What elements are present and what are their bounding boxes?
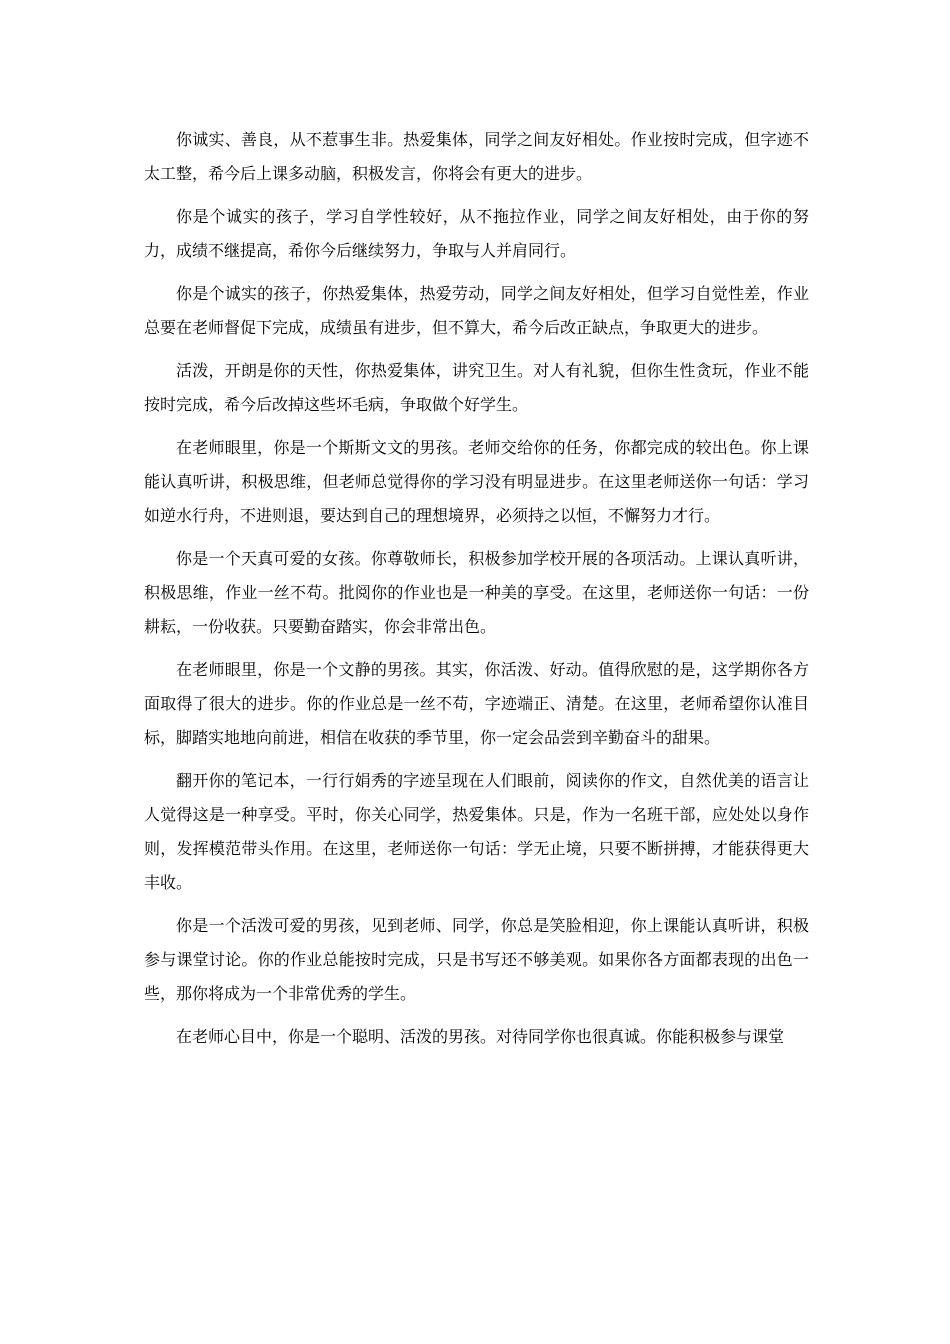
paragraph-1: 你诚实、善良，从不惹事生非。热爱集体，同学之间友好相处。作业按时完成，但字迹不太工整，希今后上课多动脑，积极发言，你将会有更大的进步。	[144, 130, 809, 183]
paragraph-4: 活泼，开朗是你的天性，你热爱集体，讲究卫生。对人有礼貌，但你生性贪玩，作业不能按时完成，希今后改掉这些坏毛病，争取做个好学生。	[144, 361, 809, 414]
paragraph-2: 你是个诚实的孩子，学习自学性较好，从不拖拉作业，同学之间友好相处，由于你的努力，成绩不继提高，希你今后继续努力，争取与人并肩同行。	[144, 207, 809, 260]
paragraph-5: 在老师眼里，你是一个斯斯文文的男孩。老师交给你的任务，你都完成的较出色。你上课能认真听讲，积极思维，但老师总觉得你的学习没有明显进步。在这里老师送你一句话：学习如逆水行舟，不进则退，要达到自己的理想境界，必须持之以恒，不懈努力才行。	[144, 438, 809, 525]
paragraph-3: 你是个诚实的孩子，你热爱集体，热爱劳动，同学之间友好相处，但学习自觉性差，作业总要在老师督促下完成，成绩虽有进步，但不算大，希今后改正缺点，争取更大的进步。	[144, 284, 809, 337]
paragraph-8: 翻开你的笔记本，一行行娟秀的字迹呈现在人们眼前，阅读你的作文，自然优美的语言让人觉得这是一种享受。平时，你关心同学，热爱集体。只是，作为一名班干部，应处处以身作则，发挥模范带头作用。在这里，老师送你一句话：学无止境，只要不断拼搏，才能获得更大丰收。	[144, 771, 809, 892]
paragraph-10: 在老师心目中，你是一个聪明、活泼的男孩。对待同学你也很真诚。你能积极参与课堂	[176, 1027, 785, 1046]
paragraph-6: 你是一个天真可爱的女孩。你尊敬师长，积极参加学校开展的各项活动。上课认真听讲，积极思维，作业一丝不苟。批阅你的作业也是一种美的享受。在这里，老师送你一句话：一份耕耘，一份收获。只要勤奋踏实，你会非常出色。	[144, 549, 809, 636]
paragraph-9: 你是一个活泼可爱的男孩，见到老师、同学，你总是笑脸相迎，你上课能认真听讲，积极参与课堂讨论。你的作业总能按时完成，只是书写还不够美观。如果你各方面都表现的出色一些，那你将成为一个非常优秀的学生。	[144, 916, 809, 1003]
paragraph-7: 在老师眼里，你是一个文静的男孩。其实，你活泼、好动。值得欣慰的是，这学期你各方面取得了很大的进步。你的作业总是一丝不苟，字迹端正、清楚。在这里，老师希望你认准目标，脚踏实地地向前进，相信在收获的季节里，你一定会品尝到辛勤奋斗的甜果。	[144, 660, 809, 747]
document-body	[144, 123, 809, 1063]
